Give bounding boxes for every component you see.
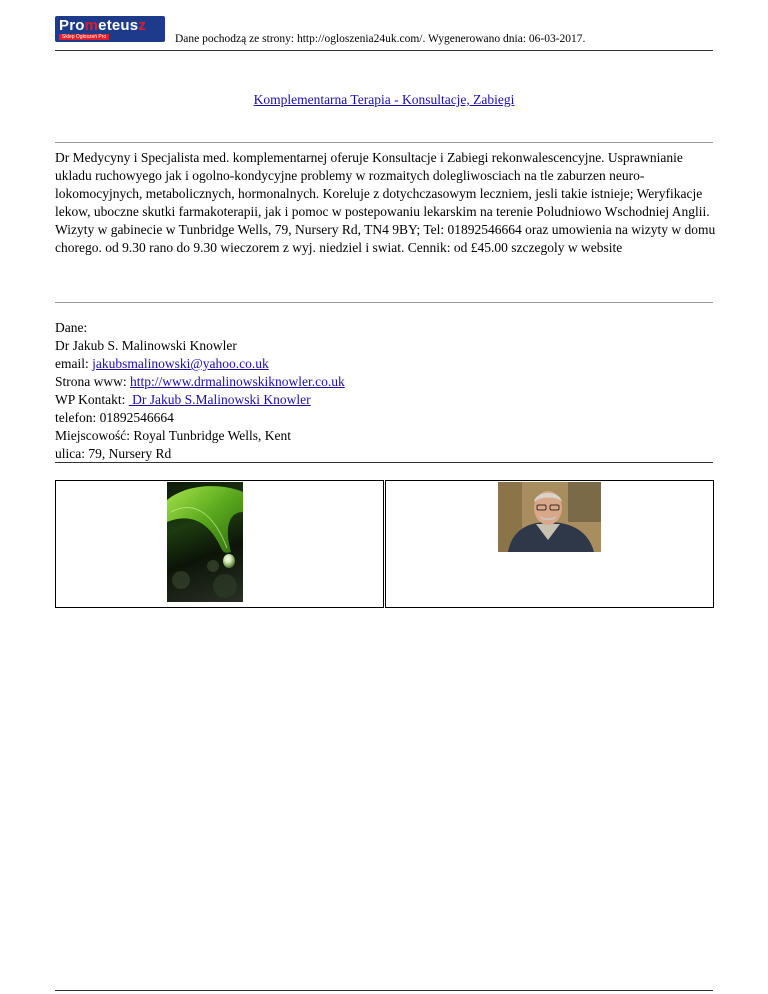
- wp-contact-link[interactable]: Dr Jakub S.Malinowski Knowler: [128, 392, 311, 407]
- leaf-drop-illustration: [167, 482, 243, 602]
- description-divider: [55, 302, 713, 303]
- website-link[interactable]: http://www.drmalinowskiknowler.co.uk: [130, 374, 345, 389]
- contact-www-row: [55, 373, 713, 391]
- prometeusz-logo: [55, 16, 165, 42]
- contact-heading: Dane:: [55, 320, 88, 335]
- contact-city: Miejscowość: Royal Tunbridge Wells, Kent: [55, 428, 292, 443]
- listing-description: Dr Medycyny i Specjalista med. komplementarnej oferuje Konsultacje i Zabiegi rekonwalescencyjne. Usprawnianie ukladu ruchowyego jak i ogolno-kondycyjne problemy w rozmaitych dolegliwosciach na tle zaburzen neuro-lokomocyjnych, metabolicznych, hormonalnych. Koreluje z dotychczasowym leczniem, jesli takie istnieje; Weryfikacje lekow, uboczne skutki farmakoterapii, jak i pomoc w postepowaniu lekarskim na terenie Poludniowo Wschodniej Anglii. Wizyty w gabinecie w Tunbridge Wells, 79, Nursery Rd, TN4 9BY; Tel: 01892546664 oraz umowienia na wizyty w domu chorego. od 9.30 rano do 9.30 wieczorem z wyj. niedziel i swiat. Cennik: od £45.00 szczegoly w website: [55, 150, 716, 255]
- portrait-illustration: [498, 482, 601, 552]
- image-cell-right: [385, 480, 714, 608]
- contact-divider: [55, 462, 713, 463]
- doctor-portrait-photo[interactable]: [498, 482, 601, 552]
- source-line: Dane pochodzą ze strony: http://ogloszenia24uk.com/. Wygenerowano dnia: 06-03-2017.: [175, 33, 586, 45]
- contact-email-row: [55, 355, 713, 373]
- footer-divider: [55, 990, 713, 991]
- leaf-drop-photo[interactable]: [167, 482, 243, 602]
- www-label: Strona www:: [55, 374, 130, 389]
- header-divider: [55, 50, 713, 51]
- image-cell-left: [55, 480, 384, 608]
- contact-block: [55, 319, 713, 463]
- listing-title-link[interactable]: Komplementarna Terapia - Konsultacje, Zabiegi: [253, 92, 515, 107]
- email-link[interactable]: jakubsmalinowski@yahoo.co.uk: [92, 356, 269, 371]
- contact-street: ulica: 79, Nursery Rd: [55, 446, 172, 461]
- logo-tagline: Sklep Ogłoszeń Pro: [59, 34, 109, 40]
- wp-label: WP Kontakt:: [55, 392, 129, 407]
- logo-wordmark: Prometeusz: [59, 17, 147, 34]
- contact-name: Dr Jakub S. Malinowski Knowler: [55, 338, 237, 353]
- contact-phone: telefon: 01892546664: [55, 410, 174, 425]
- title-divider: [55, 142, 713, 143]
- email-label: email:: [55, 356, 93, 371]
- contact-wp-row: [55, 391, 713, 409]
